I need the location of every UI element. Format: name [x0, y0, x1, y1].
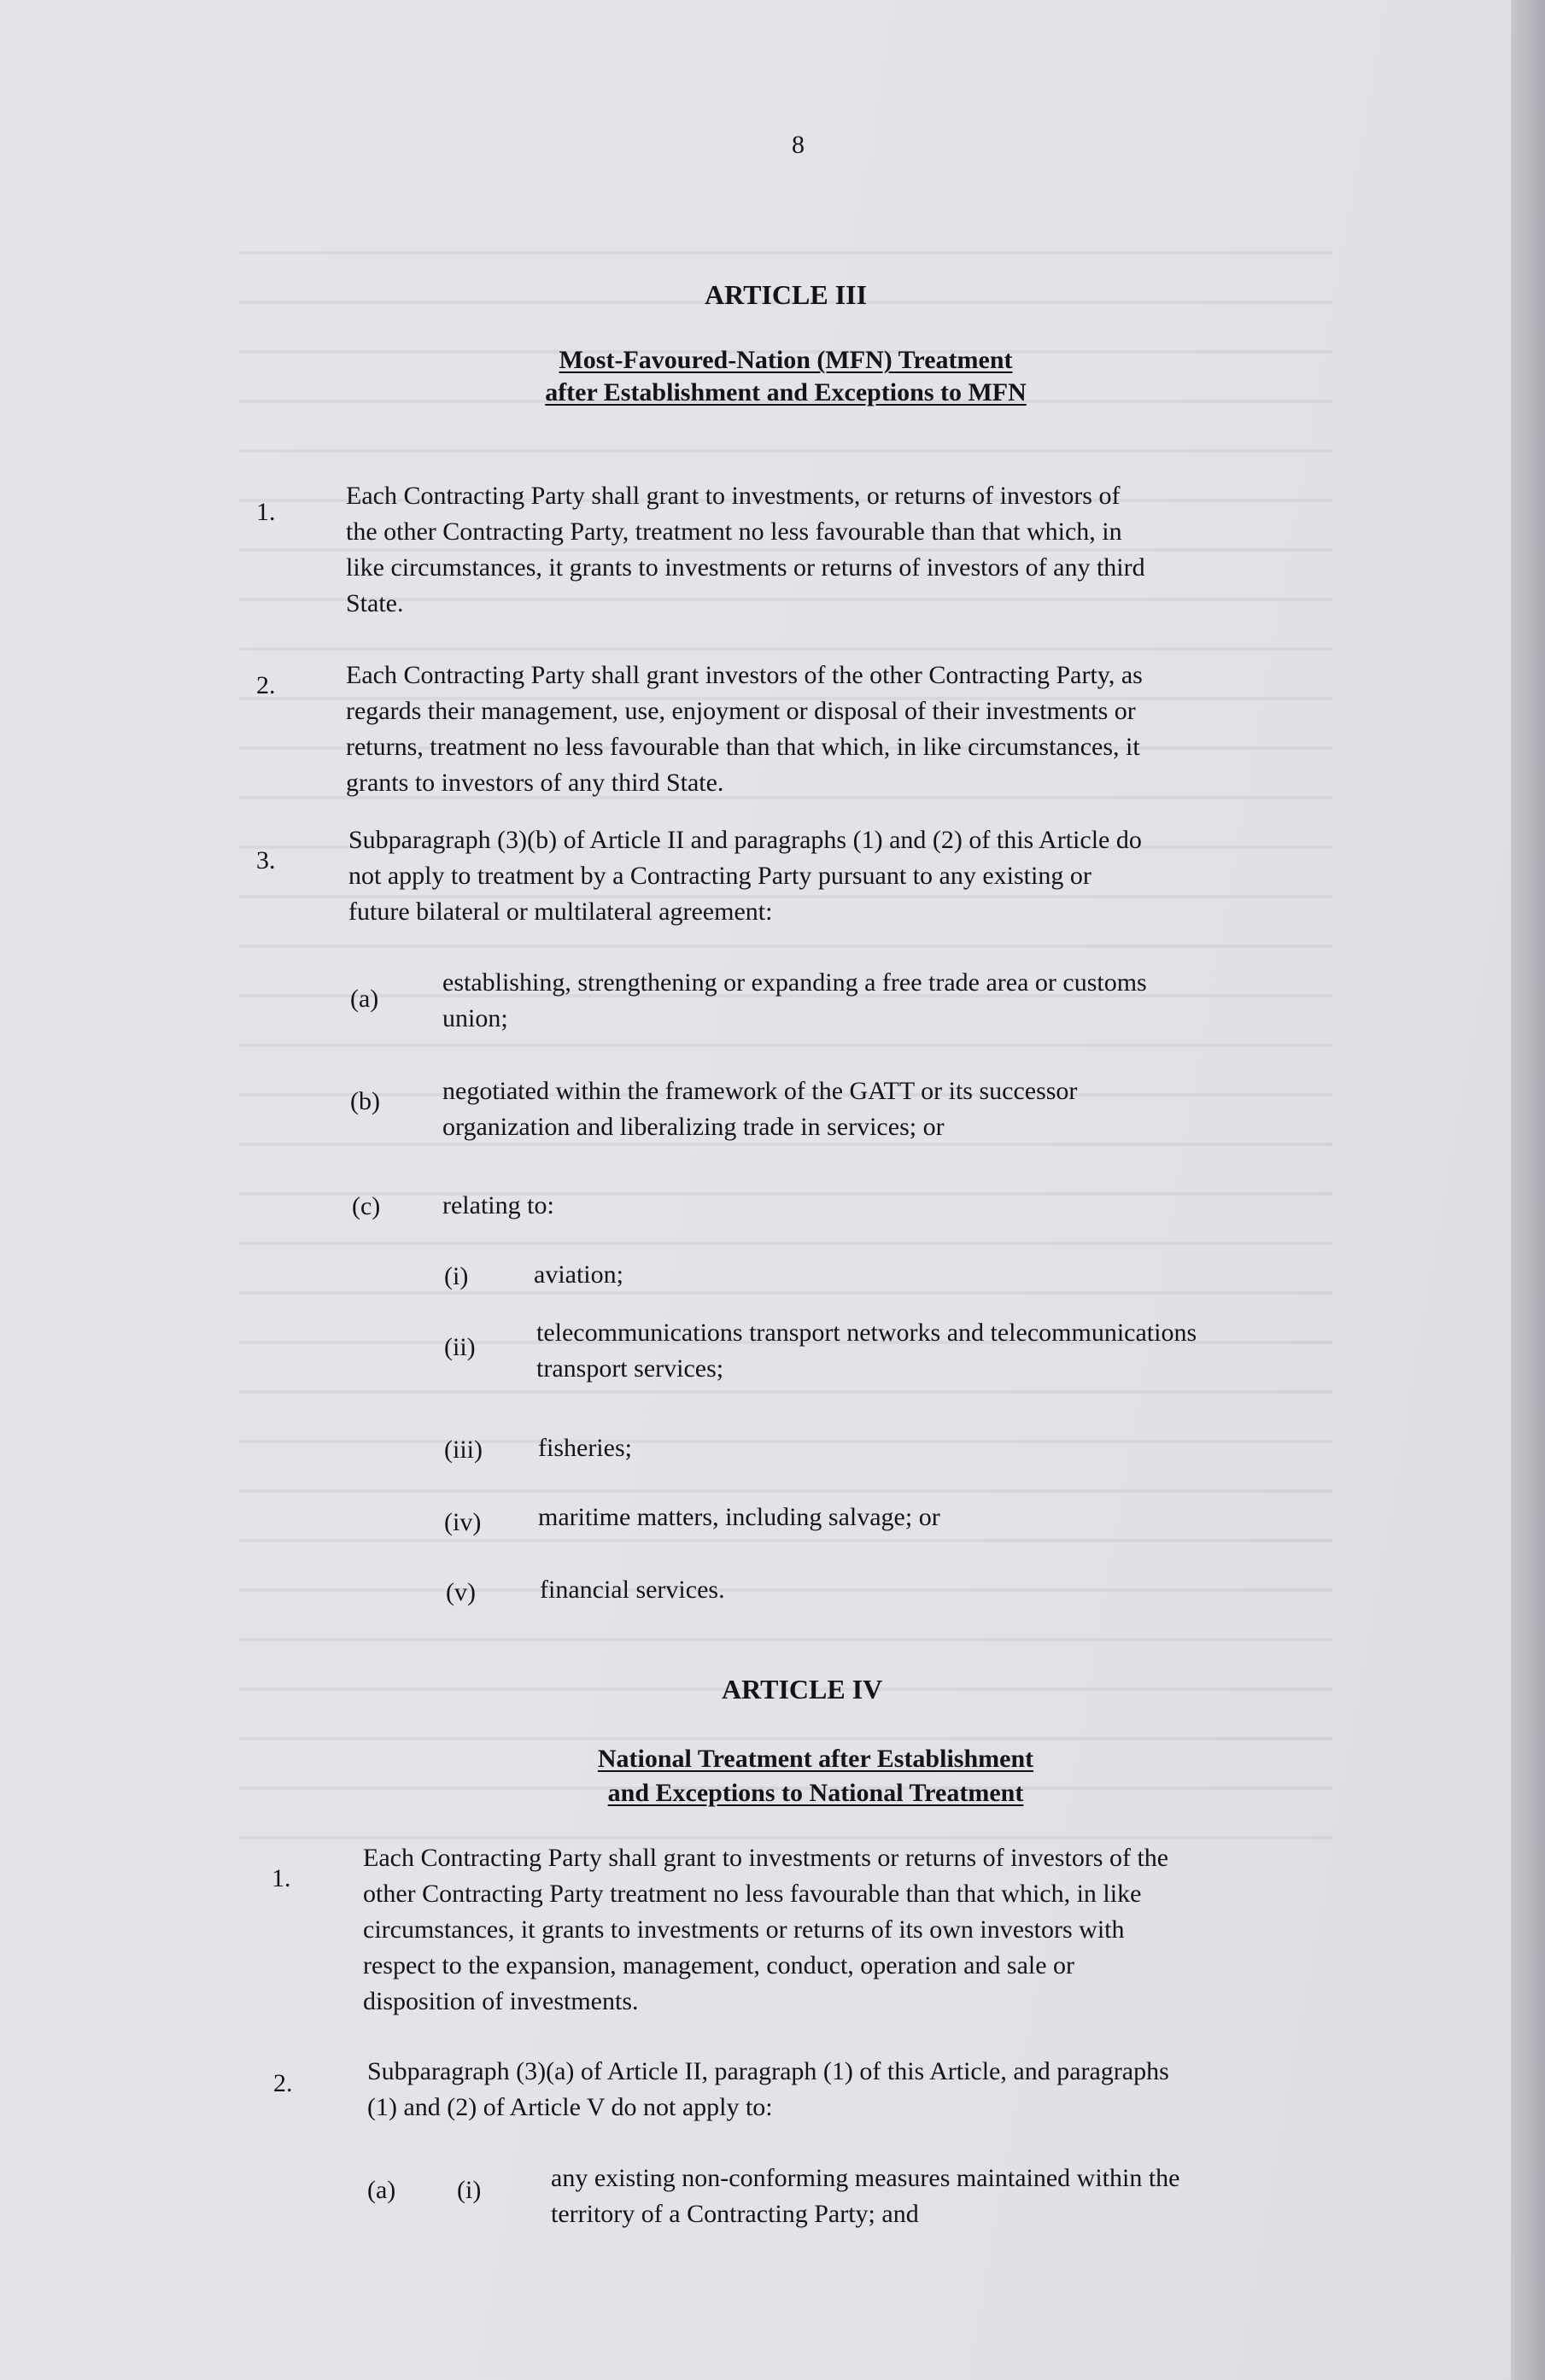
para-line: Subparagraph (3)(a) of Article II, paragraph (1) of this Article, and paragraphs	[367, 2057, 1169, 2085]
para-line: respect to the expansion, management, conduct, operation and sale or	[363, 1951, 1075, 1979]
item-a-label-2: (a)	[367, 2176, 396, 2204]
para-line: union;	[442, 1004, 508, 1032]
article-3-para-1	[346, 478, 1145, 622]
para-line: returns, treatment no less favourable than that which, in like circumstances, it	[346, 733, 1140, 761]
article-4-para-2	[367, 2054, 1169, 2126]
para-line: circumstances, it grants to investments or returns of its own investors with	[363, 1915, 1125, 1944]
article-3-para-3	[348, 822, 1142, 930]
para-line: like circumstances, it grants to investments or returns of investors of any third	[346, 553, 1145, 582]
para-line: organization and liberalizing trade in services; or	[442, 1113, 945, 1141]
para-line: negotiated within the framework of the GATT or its successor	[442, 1077, 1078, 1105]
item-iii-text: fisheries;	[538, 1434, 632, 1462]
item-c-text: relating to:	[442, 1191, 554, 1219]
para-line: (1) and (2) of Article V do not apply to:	[367, 2093, 773, 2121]
article-3-para-2-number: 2.	[256, 671, 276, 699]
article-3-title: ARTICLE III	[705, 279, 868, 310]
para-line: State.	[346, 589, 404, 617]
para-line: regards their management, use, enjoyment or disposal of their investments or	[346, 697, 1136, 725]
page-edge	[1511, 0, 1545, 2380]
article-4-para-1	[363, 1840, 1168, 2020]
item-b-text	[442, 1073, 1077, 1145]
item-a-label: (a)	[350, 985, 379, 1013]
item-v-text: financial services.	[540, 1576, 725, 1604]
para-line: Each Contracting Party shall grant to investments or returns of investors of the	[363, 1844, 1169, 1872]
item-iv-text: maritime matters, including salvage; or	[538, 1503, 940, 1531]
article-4-para-1-number: 1.	[272, 1864, 291, 1892]
article-4-heading	[508, 1742, 1123, 1810]
para-line: grants to investors of any third State.	[346, 769, 724, 797]
para-line: territory of a Contracting Party; and	[551, 2200, 919, 2228]
article-3-para-2	[346, 658, 1143, 801]
item-a-text	[442, 965, 1147, 1037]
para-line: the other Contracting Party, treatment no less favourable than that which, in	[346, 518, 1122, 546]
article-4-item-a-i-text	[551, 2161, 1180, 2232]
para-line: Subparagraph (3)(b) of Article II and paragraphs (1) and (2) of this Article do	[348, 826, 1142, 854]
item-iii-label: (iii)	[444, 1436, 483, 1464]
article-3-para-1-number: 1.	[256, 498, 276, 526]
article-3-para-3-number: 3.	[256, 846, 276, 874]
item-ii-text	[536, 1315, 1197, 1387]
item-i-label: (i)	[444, 1262, 469, 1290]
para-line: Each Contracting Party shall grant to investments, or returns of investors of	[346, 482, 1121, 510]
item-i-text: aviation;	[534, 1260, 623, 1289]
para-line: not apply to treatment by a Contracting Party pursuant to any existing or	[348, 862, 1091, 890]
page-number: 8	[792, 131, 805, 159]
article-3-heading	[478, 344, 1093, 409]
item-b-label: (b)	[350, 1087, 380, 1115]
item-v-label: (v)	[446, 1578, 476, 1606]
para-line: any existing non-conforming measures maintained within the	[551, 2164, 1180, 2192]
para-line: disposition of investments.	[363, 1987, 639, 2015]
article-4-heading-line-2: and Exceptions to National Treatment	[607, 1779, 1024, 1807]
article-4-para-2-number: 2.	[273, 2069, 293, 2097]
article-3-heading-line-1: Most-Favoured-Nation (MFN) Treatment	[559, 346, 1013, 374]
para-line: future bilateral or multilateral agreement:	[348, 898, 773, 926]
para-line: transport services;	[536, 1354, 724, 1383]
article-4-title: ARTICLE IV	[722, 1674, 883, 1705]
item-iv-label: (iv)	[444, 1508, 482, 1536]
para-line: Each Contracting Party shall grant investors of the other Contracting Party, as	[346, 661, 1143, 689]
para-line: other Contracting Party treatment no less favourable than that which, in like	[363, 1880, 1142, 1908]
para-line: establishing, strengthening or expanding a free trade area or customs	[442, 968, 1147, 997]
para-line: telecommunications transport networks and telecommunications	[536, 1319, 1197, 1347]
article-3-heading-line-2: after Establishment and Exceptions to MFN	[545, 378, 1027, 406]
item-c-label: (c)	[352, 1192, 381, 1220]
item-i-label-2: (i)	[457, 2176, 482, 2204]
article-4-heading-line-1: National Treatment after Establishment	[597, 1745, 1034, 1773]
item-ii-label: (ii)	[444, 1333, 476, 1361]
